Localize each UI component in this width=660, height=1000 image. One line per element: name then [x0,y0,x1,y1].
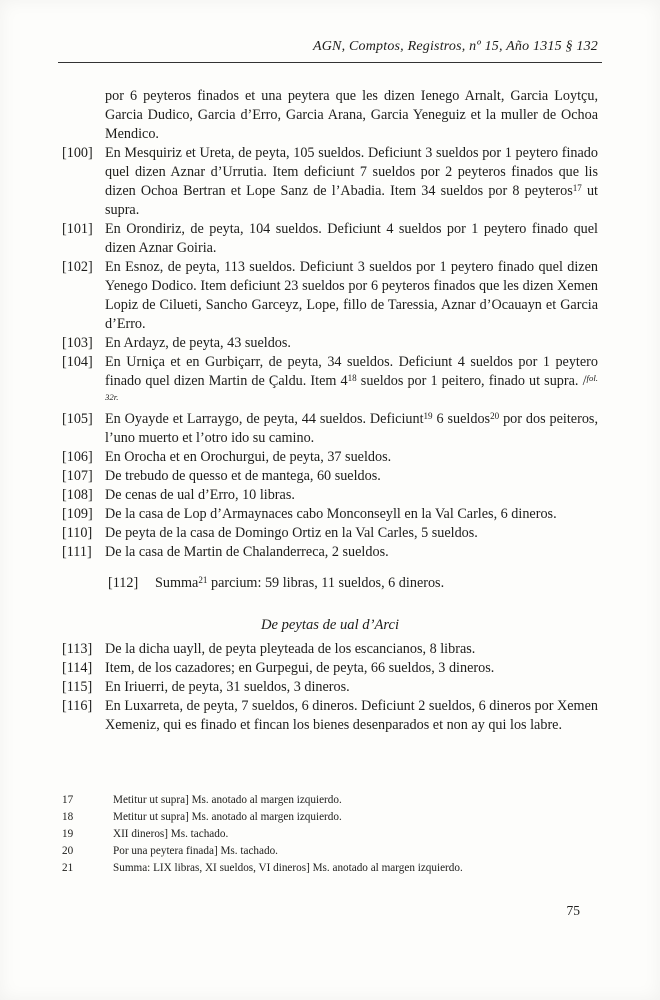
entry-112-summa [108,574,598,593]
entry-text: En Mesquiriz et Ureta, de peyta, 105 sueldos. Deficiunt 3 sueldos por 1 peytero finado quel dizen Aznar d’Urrutia. Item deficiunt 7 sueldos por 2 peyteros finados que lis dizen Ochoa Bertran et Lope Sanz de l’Abadia. Item 34 sueldos por 8 peyteros$^{17}$ ut supra. [105,145,598,218]
entry-text: De la casa de Martin de Chalanderreca, 2 sueldos. [105,544,389,560]
footnote-text: XII dineros] Ms. tachado. [113,828,229,840]
section-heading: De peytas de ual d’Arci [260,617,400,633]
entry-116 [62,697,598,735]
entry-number: [112] [108,575,139,591]
entry-number: [102] [62,259,93,275]
entry-text: En Urniça et en Gurbiçarr, de peyta, 34 sueldos. Deficiunt 4 sueldos por 1 peytero finado quel dizen Martin de Çaldu. Item $4^{18}$ sueldos por 1 peitero, finado ut supra. /$^{fol. 32r.}$ [105,354,599,403]
footnote-17 [62,792,598,809]
footnote-21 [62,860,598,877]
main-text-block [62,87,598,735]
paragraph-continuation: por 6 peyteros finados et una peytera que les dizen Ienego Arnalt, Garcia Loytçu, Garcia Dudico, Garcia d’Erro, Garcia Arana, Garcia Yeneguiz et la muller de Ochoa Mendico. [105,88,598,142]
section-entries [62,640,598,735]
entry-text: De la casa de Lop d’Armaynaces cabo Monconseyll en la Val Carles, 6 dineros. [105,506,557,522]
entry-text: Item, de los cazadores; en Gurpegui, de peyta, 66 sueldos, 3 dineros. [105,660,495,676]
entry-number: [114] [62,660,93,676]
entry-115 [62,678,598,697]
entry-number: [110] [62,525,93,541]
entry-text: En Ardayz, de peyta, 43 sueldos. [105,335,291,351]
entry-number: [115] [62,679,93,695]
footnotes-block [62,792,598,877]
entry-text: En Oyayde et Larraygo, de peyta, 44 sueldos. Deficiunt$^{19}$ 6 sueldos$^{20}$ por dos peiteros, l’uno muerto et l’otro ido su camino. [105,410,598,446]
entry-number: [111] [62,544,92,560]
footnote-number: 19 [62,828,74,840]
entry-number: [106] [62,449,93,465]
entry-105 [62,410,598,448]
header-rule [58,62,602,63]
entry-text: De cenas de ual d’Erro, 10 libras. [105,487,295,503]
entry-101 [62,220,598,258]
entry-number: [105] [62,411,93,427]
entry-107 [62,467,598,486]
entry-text: En Iriuerri, de peyta, 31 sueldos, 3 dineros. [105,679,350,695]
entry-number: [116] [62,698,93,714]
entry-110 [62,524,598,543]
entry-number: [104] [62,354,93,370]
entry-text: En Orocha et en Orochurgui, de peyta, 37 sueldos. [105,449,392,465]
footnote-19 [62,826,598,843]
entry-106 [62,448,598,467]
entry-number: [108] [62,487,93,503]
footnote-number: 18 [62,811,74,823]
entry-text: De trebudo de quesso et de mantega, 60 sueldos. [105,468,381,484]
entry-100 [62,144,598,220]
entry-text: En Luxarreta, de peyta, 7 sueldos, 6 dineros. Deficiunt 2 sueldos, 6 dineros por Xemen Xemeniz, qui es finado et fincan los bienes desenparados et non ay qui los labre. [105,698,598,733]
entry-102 [62,258,598,334]
footnote-20 [62,843,598,860]
entry-109 [62,505,598,524]
footnote-number: 20 [62,845,74,857]
entry-text: De la dicha uayll, de peyta pleyteada de los escancianos, 8 libras. [105,641,476,657]
running-header: AGN, Comptos, Registros, nº 15, Año 1315 § 132 [313,39,598,54]
page-number: 75 [566,903,580,918]
entry-104 [62,353,598,410]
entry-113 [62,640,598,659]
footnote-text: Metitur ut supra] Ms. anotado al margen izquierdo. [113,794,342,806]
entry-text: En Esnoz, de peyta, 113 sueldos. Deficiunt 3 sueldos por 1 peytero finado quel dizen Yenego Dodico. Item deficiunt 23 sueldos por 6 peyteros finados que les dizen Xemen Lopiz de Cilueti, Sancho Garceyz, Lope, fillo de Taressia, Aznar d’Ocauayn et Garcia d’Erro. [105,259,598,332]
footnote-number: 21 [62,862,74,874]
footnote-text: Summa: LIX libras, XI sueldos, VI dineros] Ms. anotado al margen izquierdo. [113,862,463,874]
entry-text: Summa$^{21}$ parcium: 59 libras, 11 sueldos, 6 dineros. [155,574,445,591]
entry-text: De peyta de la casa de Domingo Ortiz en la Val Carles, 5 sueldos. [105,525,478,541]
footnote-text: Por una peytera finada] Ms. tachado. [113,845,278,857]
footnote-text: Metitur ut supra] Ms. anotado al margen izquierdo. [113,811,342,823]
entry-number: [107] [62,468,93,484]
entry-number: [109] [62,506,93,522]
footnote-number: 17 [62,794,74,806]
entry-number: [101] [62,221,93,237]
entry-103 [62,334,598,353]
entry-number: [103] [62,335,93,351]
entry-114 [62,659,598,678]
entry-111 [62,543,598,562]
entry-text: En Orondiriz, de peyta, 104 sueldos. Deficiunt 4 sueldos por 1 peytero finado quel dizen Aznar Goiria. [105,221,598,256]
entry-number: [113] [62,641,93,657]
entry-108 [62,486,598,505]
footnote-18 [62,809,598,826]
entry-number: [100] [62,145,93,161]
